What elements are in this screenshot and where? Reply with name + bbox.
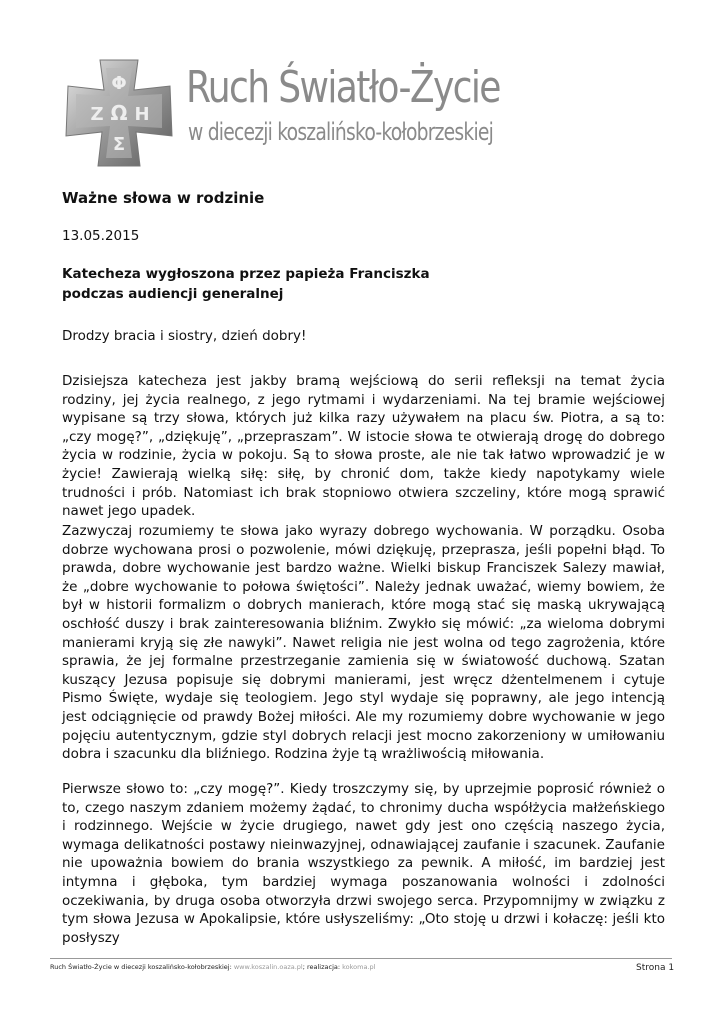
paragraph-2: Zazwyczaj rozumiemy te słowa jako wyrazy dobrego wychowania. W porządku. Osoba dobrze wychowana prosi o pozwolenie, mówi dziękuję, przeprasza, jeśli popełni błąd. To prawda, dobre wychowanie jest bardzo ważne. Wielki biskup Franciszek Salezy mawiał, że „dobre wychowanie to połowa świętości”. Należy jednak uważać, wiemy bowiem, że był w historii formalizm o dobrych manierach, które mogą stać się maską ukrywającą oschłość duszy i brak zainteresowania bliźnim. Zwykło się mówić: „za wieloma dobrymi manierami kryją się złe nawyki”. Nawet religia nie jest wolna od tego zagrożenia, które sprawia, że jej formalne przestrzeganie zamienia się w światowość duchową. Szatan kuszący Jezusa popisuje się dobrymi manierami, jest wręcz dżentelmenem i cytuje Pismo Święte, wydaje się teologiem. Jego styl wydaje się poprawny, ale jego intencją jest odciągnięcie od prawdy Bożej miłości. Ale my rozumiemy dobre wychowanie w jego pojęciu autentycznym, gdzie styl dobrych relacji jest mocno zakorzeniony w umiłowaniu dobra i szacunku dla bliźniego. Rodzina żyje tą wrażliwością miłowania. bbox=[62, 523, 665, 763]
paragraph-1: Dzisiejsza katecheza jest jakby bramą wejściową do serii refleksji na temat życia rodziny, jej życia realnego, z jego rytmami i wydarzeniami. Na tej bramie wejściowej wypisane są trzy słowa, których już kilka razy używałem na placu św. Piotra, a są to: „czy mogę?”, „dziękuję”, „przepraszam”. W istocie słowa te otwierają drogę do dobrego życia w rodzinie, życia w pokoju. Są to słowa proste, ale nie tak łatwo wprowadzić je w życie! Zawierają wielką siłę: siłę, by chronić dom, także kiedy napotykamy wiele trudności i prób. Natomiast ich brak stopniowo otwiera szczeliny, które mogą sprawić nawet jego upadek. bbox=[62, 373, 665, 520]
logo-subtitle: w diecezji koszalińsko-kołobrzeskiej bbox=[188, 118, 494, 146]
svg-text:Φ: Φ bbox=[111, 73, 127, 94]
paragraph-3: Pierwsze słowo to: „czy mogę?”. Kiedy troszczymy się, by uprzejmie poprosić również o to, czego naszym zdaniem możemy żądać, to chronimy ducha współżycia małżeńskiego i rodzinnego. Wejście w życie drugiego, nawet gdy jest ono częścią naszego życia, wymaga delikatności postawy nieinwazyjnej, odnawiającej zaufanie i szacunek. Zaufanie nie upoważnia bowiem do brania wszystkiego za pewnik. A miłość, im bardziej jest intymna i głęboka, tym bardziej wymaga poszanowania wolności i zdolności oczekiwania, by druga osoba otworzyła drzwi swojego serca. Przypomnijmy w związku z tym słowa Jezusa w Apokalipsie, które usłyszeliśmy: „Oto stoję u drzwi i kołaczę: jeśli kto posłyszy bbox=[62, 781, 665, 946]
subtitle-line-1: Katecheza wygłoszona przez papieża Franciszka bbox=[62, 266, 430, 282]
footer-divider bbox=[50, 958, 672, 959]
subtitle-line-2: podczas audiencji generalnej bbox=[62, 286, 284, 302]
svg-text:Ω: Ω bbox=[110, 101, 128, 125]
footer-credits bbox=[50, 963, 375, 971]
footer-text: Ruch Światło-Życie w diecezji koszalińsko-kołobrzeskiej: bbox=[50, 963, 232, 971]
footer-realization-link[interactable]: kokoma.pl bbox=[342, 963, 376, 971]
page-number: Strona 1 bbox=[636, 963, 675, 973]
article-subtitle bbox=[62, 264, 622, 304]
logo-title: Ruch Światło-Życie bbox=[186, 62, 500, 113]
footer-site-link[interactable]: www.koszalin.oaza.pl bbox=[233, 963, 303, 971]
article-date: 13.05.2015 bbox=[62, 228, 140, 244]
svg-text:Ζ: Ζ bbox=[90, 104, 104, 125]
paragraph-greeting: Drodzy bracia i siostry, dzień dobry! bbox=[62, 328, 307, 344]
site-header bbox=[62, 50, 662, 175]
footer-realization-label: ; realizacja: bbox=[302, 963, 341, 971]
article-title: Ważne słowa w rodzinie bbox=[62, 189, 265, 207]
movement-emblem-icon bbox=[62, 56, 176, 170]
svg-text:Σ: Σ bbox=[112, 134, 126, 155]
svg-text:Η: Η bbox=[134, 104, 150, 125]
